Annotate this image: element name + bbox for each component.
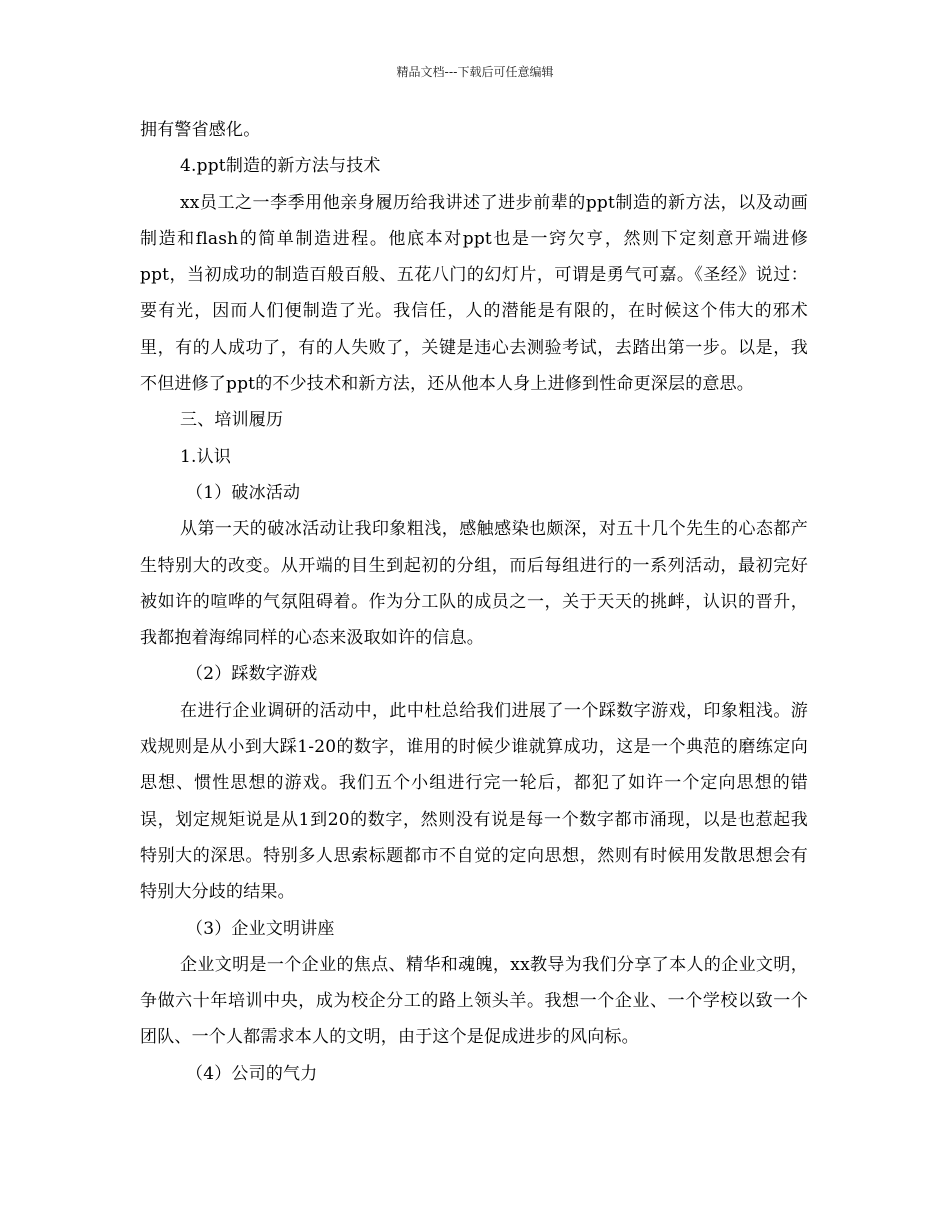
item-heading-company-strength: （4）公司的气力 xyxy=(186,1063,318,1084)
paragraph-number-game: 在进行企业调研的活动中，此中杜总给我们进展了一个踩数字游戏，印象粗浅。游戏规则是从小到大踩1-20的数字，谁用的时候少谁就算成功，这是一个典范的磨练定向思想、惯性思想的游戏。我们五个小组进行完一轮后，都犯了如许一个定向思想的错误，划定规矩说是从1到20的数字，然则没有说是每一个数字都市涌现，以是也惹起我特别大的深思。特别多人思索标题都市不自觉的定向思想，然则有时候用发散思想会有特别大分歧的结果。 xyxy=(140,700,808,903)
item-heading-number-game: （2）踩数字游戏 xyxy=(186,664,318,685)
item-heading-icebreaker: （1）破冰活动 xyxy=(186,482,301,503)
section-heading-ppt: 4.ppt制造的新方法与技术 xyxy=(180,156,381,177)
document-body xyxy=(140,112,808,1092)
item-heading-culture-lecture: （3）企业文明讲座 xyxy=(186,918,335,939)
paragraph-continuation: 拥有警省感化。 xyxy=(140,120,261,140)
paragraph-icebreaker: 从第一天的破冰活动让我印象粗浅，感触感染也颇深，对五十几个先生的心态都产生特别大的改变。从开端的目生到起初的分组，而后每组进行的一系列活动，最初完好被如许的喧哗的气氛阻碍着。作为分工队的成员之一，关于天天的挑衅，认识的晋升，我都抱着海绵同样的心态来汲取如许的信息。 xyxy=(140,519,808,649)
paragraph-ppt-methods: xx员工之一李季用他亲身履历给我讲述了进步前辈的ppt制造的新方法，以及动画制造和flash的简单制造进程。他底本对ppt也是一窍欠亨，然则下定刻意开端进修ppt，当初成功的制造百般百般、五花八门的幻灯片，可谓是勇气可嘉。《圣经》说过：要有光，因而人们便制造了光。我信任，人的潜能是有限的，在时候这个伟大的邪术里，有的人成功了，有的人失败了，关键是违心去测验考试，去踏出第一步。以是，我不但进修了ppt的不少技术和新方法，还从他本人身上进修到性命更深层的意思。 xyxy=(140,192,808,395)
subsection-heading-awareness: 1.认识 xyxy=(180,446,232,467)
page-header: 精品文档---下载后可任意编辑 xyxy=(396,65,554,79)
section-heading-training: 三、培训履历 xyxy=(180,410,284,431)
paragraph-culture-lecture: 企业文明是一个企业的焦点、精华和魂魄，xx教导为我们分享了本人的企业文明，争做六十年培训中央，成为校企分工的路上领头羊。我想一个企业、一个学校以致一个团队、一个人都需求本人的文明，由于这个是促成进步的风向标。 xyxy=(140,954,808,1048)
